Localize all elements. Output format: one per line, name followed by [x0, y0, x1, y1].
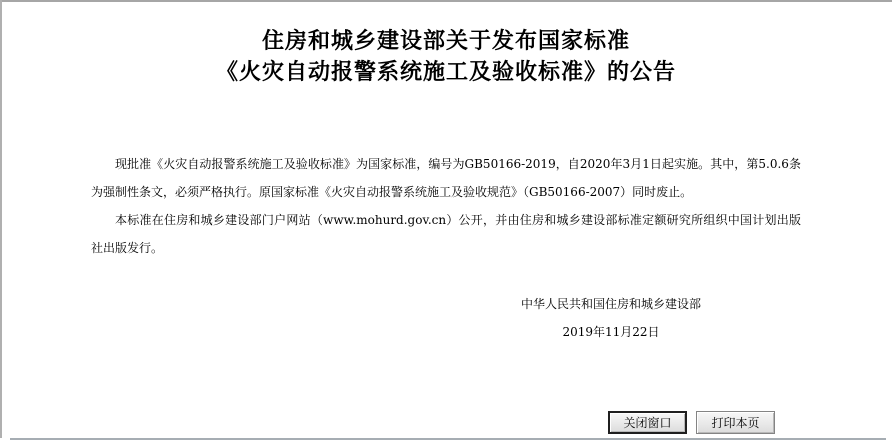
signature-block	[421, 290, 801, 346]
footer-buttons	[608, 411, 775, 434]
page-left-border	[0, 0, 2, 438]
print-page-button[interactable]: 打印本页	[696, 411, 775, 434]
footer-divider	[10, 438, 886, 440]
signature-date: 2019年11月22日	[562, 325, 660, 339]
close-window-button[interactable]: 关闭窗口	[608, 411, 687, 434]
page-top-border	[0, 0, 892, 2]
paragraph-approval: 现批准《火灾自动报警系统施工及验收标准》为国家标准，编号为GB50166-2019，自2020年3月1日起实施。其中，第5.0.6条为强制性条文，必须严格执行。原国家标准《火灾自动报警系统施工及验收规范》（GB50166-2007）同时废止。	[91, 157, 801, 199]
page-title-line2: 《火灾自动报警系统施工及验收标准》的公告	[215, 59, 676, 85]
announcement-body	[91, 150, 801, 346]
signature-organization: 中华人民共和国住房和城乡建设部	[520, 297, 701, 311]
paragraph-publication: 本标准在住房和城乡建设部门户网站（www.mohurd.gov.cn）公开，并由住房和城乡建设部标准定额研究所组织中国计划出版社出版发行。	[91, 213, 801, 255]
page-title-line1: 住房和城乡建设部关于发布国家标准	[261, 28, 630, 54]
page-title	[0, 0, 892, 88]
